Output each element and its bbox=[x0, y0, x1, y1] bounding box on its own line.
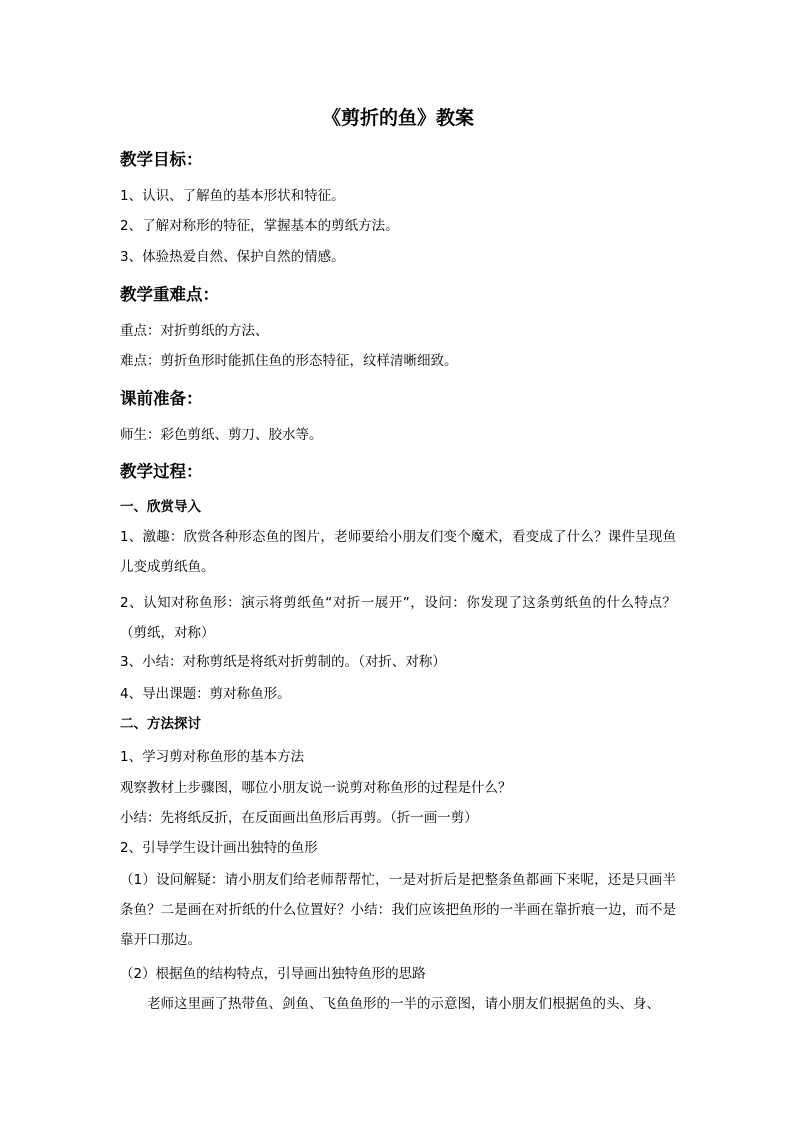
subsection-heading-intro: 一、欣赏导入 bbox=[120, 499, 201, 515]
section-heading-key-points: 教学重难点： bbox=[120, 285, 219, 304]
goal-item-2: 2、了解对称形的特征，掌握基本的剪纸方法。 bbox=[120, 218, 399, 234]
methods-paragraph-3: 小结：先将纸反折，在反面画出鱼形后再剪。（折一画一剪） bbox=[120, 810, 478, 826]
methods-paragraph-6: （2）根据鱼的结构特点，引导画出独特鱼形的思路 bbox=[120, 966, 426, 982]
intro-paragraph-2: 2、认知对称鱼形：演示将剪纸鱼“对折一展开”，设问：你发现了这条剪纸鱼的什么特点？（剪纸，对称） bbox=[120, 595, 676, 641]
subsection-heading-methods: 二、方法探讨 bbox=[120, 716, 201, 732]
section-heading-goals: 教学目标： bbox=[120, 150, 203, 169]
methods-paragraph-5: （1）设问解疑：请小朋友们给老师帮帮忙，一是对折后是把整条鱼都画下来呢，还是只画半条鱼？二是画在对折纸的什么位置好？小结：我们应该把鱼形的一半画在靠折痕一边，而不是靠开口那边。 bbox=[120, 872, 676, 948]
methods-paragraph-4: 2、引导学生设计画出独特的鱼形 bbox=[120, 840, 318, 856]
section-heading-preparation: 课前准备： bbox=[120, 389, 203, 408]
methods-paragraph-1: 1、学习剪对称鱼形的基本方法 bbox=[120, 749, 305, 765]
section-heading-process: 教学过程： bbox=[120, 462, 203, 481]
goal-item-3: 3、体验热爱自然、保护自然的情感。 bbox=[120, 249, 345, 265]
key-point-item-1: 重点：对折剪纸的方法、 bbox=[120, 323, 269, 339]
document-title: 《剪折的鱼》教案 bbox=[321, 107, 474, 129]
preparation-item-1: 师生：彩色剪纸、剪刀、胶水等。 bbox=[120, 427, 323, 443]
intro-paragraph-1: 1、激趣：欣赏各种形态鱼的图片，老师要给小朋友们变个魔术，看变成了什么？课件呈现鱼儿变成剪纸鱼。 bbox=[120, 529, 676, 575]
goal-item-1: 1、认识、了解鱼的基本形状和特征。 bbox=[120, 188, 345, 204]
intro-paragraph-4: 4、导出课题：剪对称鱼形。 bbox=[120, 686, 291, 702]
methods-paragraph-7: 老师这里画了热带鱼、剑鱼、飞鱼鱼形的一半的示意图，请小朋友们根据鱼的头、身、 bbox=[147, 996, 660, 1012]
key-point-item-2: 难点：剪折鱼形时能抓住鱼的形态特征，纹样清晰细致。 bbox=[120, 353, 458, 369]
methods-paragraph-2: 观察教材上步骤图，哪位小朋友说一说剪对称鱼形的过程是什么？ bbox=[120, 780, 512, 796]
intro-paragraph-3: 3、小结：对称剪纸是将纸对折剪制的。（对折、对称） bbox=[120, 654, 446, 670]
